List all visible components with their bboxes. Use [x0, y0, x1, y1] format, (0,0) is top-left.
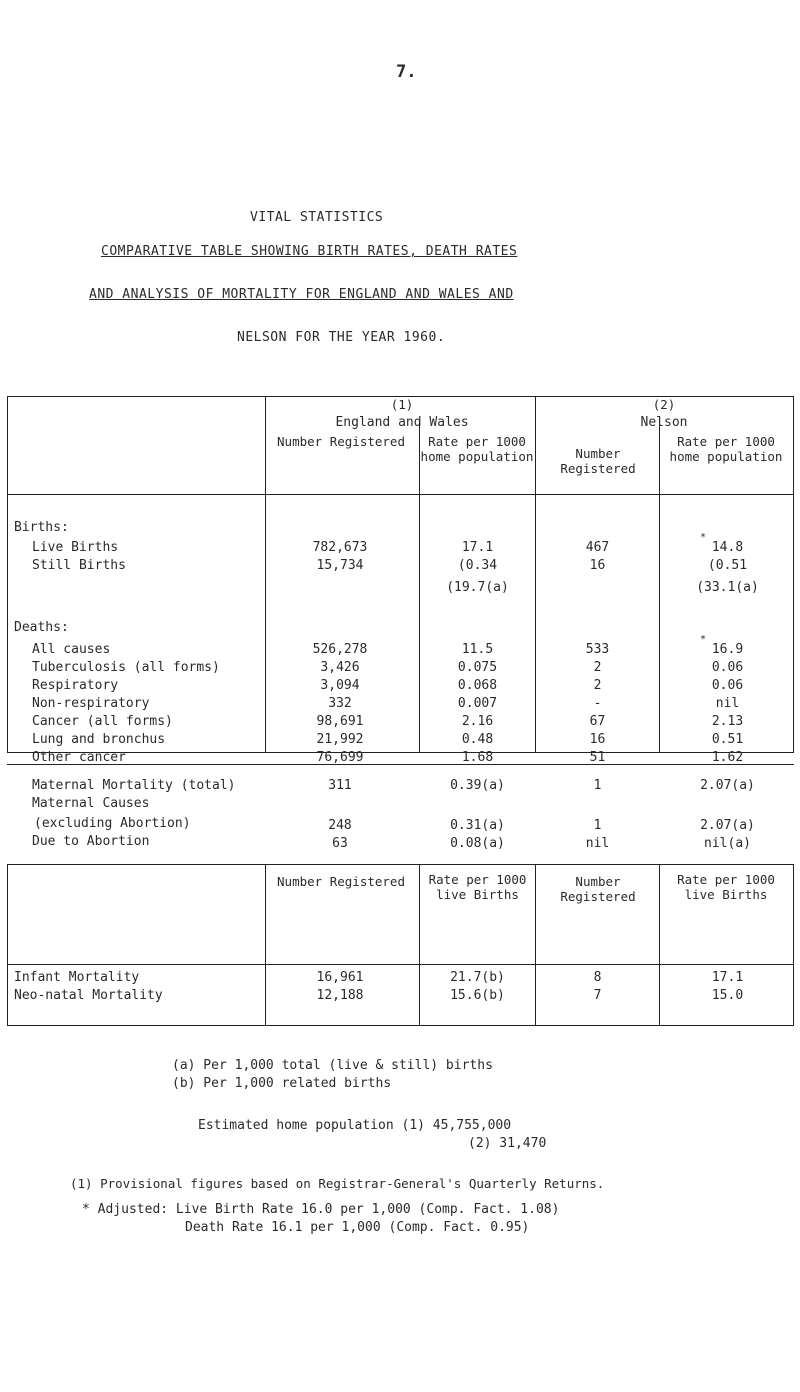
note-adjusted-death: Death Rate 16.1 per 1,000 (Comp. Fact. 0.95): [185, 1220, 530, 1235]
ew-excluding-abortion-rate: 0.31(a): [450, 818, 505, 833]
ew-other-cancer: 76,699: [316, 750, 364, 765]
nelson-respiratory: 2: [593, 678, 602, 693]
ew-infant-mortality-rate: 21.7(b): [450, 970, 505, 985]
ew-tuberculosis-rate: 0.075: [457, 660, 498, 675]
ew-infant-mortality: 16,961: [316, 970, 364, 985]
ew-cancer-rate: 2.16: [461, 714, 494, 729]
ew-non-respiratory-rate: 0.007: [457, 696, 498, 711]
ew-live-births-rate: 17.1: [461, 540, 494, 555]
nelson-non-respiratory-rate: nil: [715, 696, 740, 711]
ew-still-births-rate: (0.34: [457, 558, 498, 573]
note-population-2: (2) 31,470: [468, 1136, 547, 1151]
ew-respiratory: 3,094: [320, 678, 360, 693]
infant-ew-rate-header: Rate per 1000 live Births: [428, 872, 527, 902]
nelson-neonatal-mortality: 7: [593, 988, 602, 1003]
nelson-still-births: 16: [589, 558, 606, 573]
row-label-maternal-causes: Maternal Causes: [32, 796, 150, 811]
row-label-excluding-abortion: (excluding Abortion): [34, 816, 191, 831]
nelson-lung-bronchus: 16: [589, 732, 606, 747]
ew-respiratory-rate: 0.068: [457, 678, 498, 693]
nelson-rate-header: Rate per 1000 home population: [669, 434, 783, 464]
ew-neonatal-mortality: 12,188: [316, 988, 364, 1003]
note-population-1: Estimated home population (1) 45,755,000: [198, 1118, 512, 1133]
ew-lung-bronchus-rate: 0.48: [461, 732, 494, 747]
births-heading: Births:: [14, 520, 69, 535]
nelson-maternal-total-rate: 2.07(a): [700, 778, 755, 793]
heading-line-2: COMPARATIVE TABLE SHOWING BIRTH RATES, DEATH RATES: [101, 244, 518, 259]
nelson-cancer: 67: [589, 714, 606, 729]
nelson-number-header: Number Registered: [560, 446, 636, 476]
ew-still-births-rate-a: (19.7(a): [446, 580, 509, 595]
col1-title: England and Wales: [335, 415, 469, 430]
row-label-still-births: Still Births: [32, 558, 126, 573]
nelson-other-cancer-rate: 1.62: [711, 750, 744, 765]
infant-nelson-rate-header: Rate per 1000 live Births: [677, 872, 775, 902]
nelson-infant-mortality-rate: 17.1: [711, 970, 744, 985]
nelson-non-respiratory: -: [593, 696, 602, 711]
nelson-maternal-total: 1: [593, 778, 602, 793]
nelson-tuberculosis-rate: 0.06: [711, 660, 744, 675]
nelson-still-births-rate-a: (33.1(a): [696, 580, 759, 595]
ew-cancer: 98,691: [316, 714, 364, 729]
nelson-excluding-abortion: 1: [593, 818, 602, 833]
nelson-still-births-rate: (0.51: [707, 558, 748, 573]
nelson-tuberculosis: 2: [593, 660, 602, 675]
page-number: 7.: [396, 62, 417, 82]
ew-number-header: Number Registered: [277, 434, 405, 449]
nelson-neonatal-mortality-rate: 15.0: [711, 988, 744, 1003]
row-label-all-causes: All causes: [32, 642, 111, 657]
ew-lung-bronchus: 21,992: [316, 732, 364, 747]
row-label-other-cancer: Other cancer: [32, 750, 126, 765]
note-adjusted-birth: * Adjusted: Live Birth Rate 16.0 per 1,000 (Comp. Fact. 1.08): [82, 1202, 560, 1217]
ew-due-to-abortion-rate: 0.08(a): [450, 836, 505, 851]
ew-maternal-total: 311: [328, 778, 352, 793]
col1-index: (1): [390, 397, 414, 412]
infant-number-header: Number Registered: [277, 874, 405, 889]
nelson-live-births: 467: [585, 540, 610, 555]
nelson-excluding-abortion-rate: 2.07(a): [700, 818, 755, 833]
nelson-lung-bronchus-rate: 0.51: [711, 732, 744, 747]
adjusted-marker-births: *: [700, 532, 707, 543]
nelson-live-births-rate: 14.8: [711, 540, 744, 555]
nelson-cancer-rate: 2.13: [711, 714, 744, 729]
nelson-all-causes-rate: 16.9: [711, 642, 744, 657]
ew-non-respiratory: 332: [328, 696, 352, 711]
nelson-due-to-abortion-rate: nil(a): [704, 836, 751, 851]
row-label-respiratory: Respiratory: [32, 678, 119, 693]
ew-all-causes-rate: 11.5: [461, 642, 494, 657]
deaths-heading: Deaths:: [14, 620, 69, 635]
ew-maternal-total-rate: 0.39(a): [450, 778, 505, 793]
nelson-infant-mortality: 8: [593, 970, 602, 985]
infant-nelson-number-header: Number Registered: [560, 874, 636, 904]
ew-still-births: 15,734: [316, 558, 364, 573]
nelson-all-causes: 533: [585, 642, 610, 657]
row-label-live-births: Live Births: [32, 540, 119, 555]
ew-excluding-abortion: 248: [328, 818, 352, 833]
title-vital-statistics: VITAL STATISTICS: [250, 210, 384, 225]
nelson-respiratory-rate: 0.06: [711, 678, 744, 693]
row-label-non-respiratory: Non-respiratory: [32, 696, 150, 711]
note-a: (a) Per 1,000 total (live & still) births: [172, 1058, 493, 1073]
row-label-cancer: Cancer (all forms): [32, 714, 173, 729]
note-provisional: (1) Provisional figures based on Registrar-General's Quarterly Returns.: [70, 1176, 605, 1191]
col2-title: Nelson: [640, 415, 688, 430]
row-label-lung-bronchus: Lung and bronchus: [32, 732, 166, 747]
ew-due-to-abortion: 63: [332, 836, 348, 851]
adjusted-marker-deaths: *: [700, 634, 707, 645]
ew-all-causes: 526,278: [312, 642, 368, 657]
col2-index: (2): [652, 397, 676, 412]
ew-rate-header: Rate per 1000 home population: [420, 434, 534, 464]
note-b: (b) Per 1,000 related births: [172, 1076, 392, 1091]
row-label-neonatal-mortality: Neo-natal Mortality: [14, 988, 163, 1003]
row-label-maternal-total: Maternal Mortality (total): [32, 778, 236, 793]
nelson-due-to-abortion: nil: [585, 836, 610, 851]
row-label-infant-mortality: Infant Mortality: [14, 970, 140, 985]
nelson-other-cancer: 51: [589, 750, 606, 765]
heading-line-3: AND ANALYSIS OF MORTALITY FOR ENGLAND AND WALES AND: [89, 287, 514, 302]
ew-neonatal-mortality-rate: 15.6(b): [450, 988, 505, 1003]
heading-line-4: NELSON FOR THE YEAR 1960.: [237, 330, 446, 345]
row-label-due-to-abortion: Due to Abortion: [32, 834, 150, 849]
ew-tuberculosis: 3,426: [320, 660, 360, 675]
ew-live-births: 782,673: [312, 540, 368, 555]
ew-other-cancer-rate: 1.68: [461, 750, 494, 765]
row-label-tuberculosis: Tuberculosis (all forms): [32, 660, 220, 675]
